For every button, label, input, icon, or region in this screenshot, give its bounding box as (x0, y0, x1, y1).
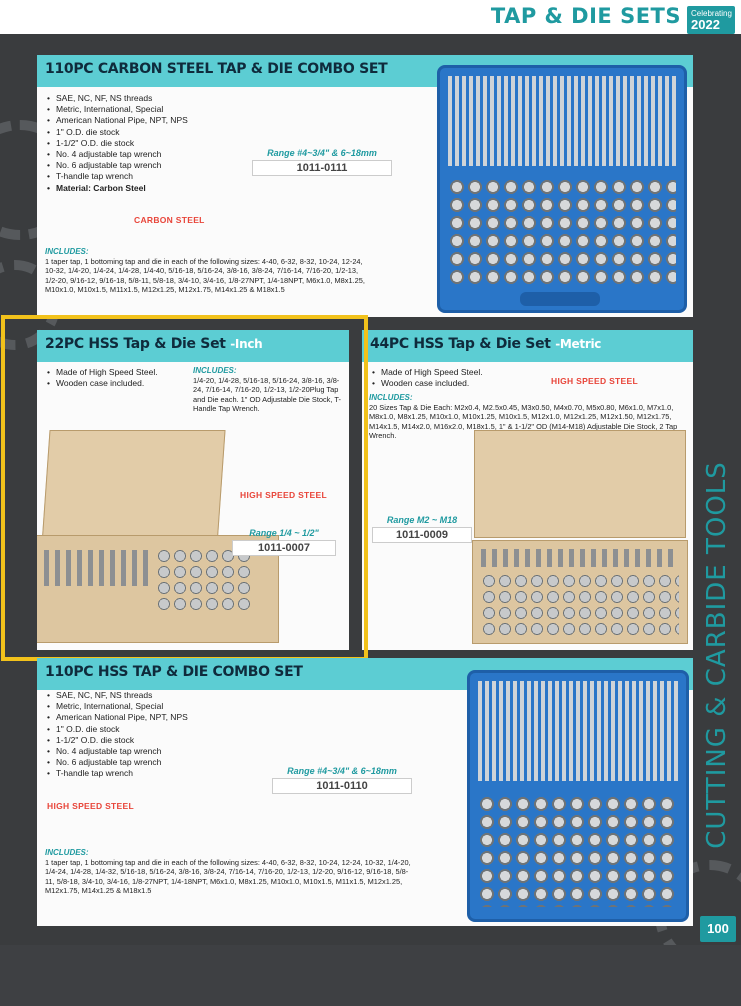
side-category-label (695, 440, 739, 870)
case-handle (520, 292, 600, 306)
product-image-wood-lid (474, 430, 686, 538)
feature-item: • 1-1/2" O.D. die stock (47, 138, 188, 149)
side-category-text: CUTTING & CARBIDE TOOLS (702, 461, 732, 849)
card-title: 110PC HSS TAP & DIE COMBO SET (45, 664, 303, 680)
includes-label: INCLUDES: (45, 848, 89, 857)
celebrating-label: Celebrating (691, 9, 732, 18)
feature-list (47, 93, 188, 194)
feature-item: • 1-1/2" O.D. die stock (47, 735, 188, 746)
product-code: 1011-0110 (272, 778, 412, 794)
feature-item: • Wooden case included. (47, 378, 158, 389)
card-subtitle: -Metric (555, 337, 602, 351)
material-label: CARBON STEEL (134, 215, 205, 225)
selection-highlight (1, 315, 368, 661)
feature-item: • T-handle tap wrench (47, 768, 188, 779)
range-text: Range 1/4 ~ 1/2" (249, 528, 319, 538)
feature-list (372, 367, 483, 389)
product-code: 1011-0009 (372, 527, 472, 543)
feature-item: • No. 4 adjustable tap wrench (47, 746, 188, 757)
range-text: Range M2 ~ M18 (386, 515, 458, 525)
feature-list (47, 690, 188, 780)
die-rows (448, 178, 676, 288)
includes-label: INCLUDES: (369, 393, 413, 402)
card-title-main: 22PC HSS Tap & Die Set (45, 336, 226, 352)
feature-item: • Made of High Speed Steel. (47, 367, 158, 378)
material-label: HIGH SPEED STEEL (240, 490, 327, 500)
material-label: HIGH SPEED STEEL (47, 801, 134, 811)
celebrating-badge (687, 6, 735, 34)
feature-item: • Metric, International, Special (47, 104, 188, 115)
range-box (272, 766, 412, 794)
page-title: TAP & DIE SETS (490, 4, 681, 28)
feature-item: • Made of High Speed Steel. (372, 367, 483, 378)
material-label: HIGH SPEED STEEL (551, 376, 638, 386)
product-card-hss-metric (362, 330, 693, 650)
includes-text: 1 taper tap, 1 bottoming tap and die in each of the following sizes: 4-40, 6-32, 8-32, 10-24, 12-24, 10-32, 1/4-20, 1/4-24, 1/4-28, 1/4-40, 5/16-18, 5/16-24, 3/8-16, 3/8-24, 7/16-14, 7/16-20, 1/2-13, 1/2-20, 9/16-12, 9/16-18, 5/8-11, 5/8-18, 3/4-10, 3/4-16, 1/8-27NPT, 1/4-18NPT, M6x1.0, M8x1.25, M10x1.0, M10x1.5, M11x1.5, M12x1.25, M12x1.75, M14x1.25 & M18x1.5 (45, 256, 365, 294)
product-image-blue-case (437, 65, 687, 313)
feature-item: • American National Pipe, NPT, NPS (47, 712, 188, 723)
die-rows (478, 795, 678, 907)
includes-text: 20 Sizes Tap & Die Each: M2x0.4, M2.5x0.45, M3x0.50, M4x0.70, M5x0.80, M6x1.0, M7x1.0, M8x1.0, M8x1.25, M10x1.0, M10x1.25, M10x1.5, M12x1.0, M12x1.25, M12x1.50, M12x1.75, M14x1.5, M14x2.0, M16x2.0, M18x1.5, 1" & 1-1/2" OD (M14-M18) Adjustable Die Stock, 2 Tap Wrench. (369, 402, 678, 440)
product-card-carbon (37, 55, 693, 317)
card-title: 110PC CARBON STEEL TAP & DIE COMBO SET (45, 61, 388, 77)
includes-block (45, 848, 415, 896)
product-image-blue-case (467, 670, 689, 922)
feature-item: • T-handle tap wrench (47, 171, 188, 182)
product-image-wood-tray (472, 540, 688, 644)
feature-item: • 1" O.D. die stock (47, 127, 188, 138)
card-header (362, 330, 693, 362)
feature-item: • No. 6 adjustable tap wrench (47, 757, 188, 768)
includes-text: 1/4-20, 1/4-28, 5/16-18, 5/16-24, 3/8-16, 3/8-24, 7/16-14, 7/16-20, 1/2-13, 1/2-20Plug Tap and Die each. 1" OD Adjustable Die Stock, T-Handle Tap Wrench. (193, 375, 341, 413)
feature-item: • SAE, NC, NF, NS threads (47, 690, 188, 701)
page-number: 100 (700, 916, 736, 942)
tap-rows (478, 681, 678, 781)
feature-item: • 1" O.D. die stock (47, 724, 188, 735)
feature-item: • No. 6 adjustable tap wrench (47, 160, 188, 171)
range-text: Range #4~3/4" & 6~18mm (267, 148, 377, 158)
feature-item: • Wooden case included. (372, 378, 483, 389)
feature-item: • American National Pipe, NPT, NPS (47, 115, 188, 126)
footer-band (0, 945, 741, 1006)
celebrating-year: 2022 (691, 17, 720, 32)
card-title-main: 44PC HSS Tap & Die Set (370, 336, 551, 352)
range-box (252, 148, 392, 176)
feature-item: • Metric, International, Special (47, 701, 188, 712)
card-subtitle: -Inch (230, 337, 263, 351)
includes-label: INCLUDES: (45, 247, 89, 256)
range-text: Range #4~3/4" & 6~18mm (287, 766, 397, 776)
includes-label: INCLUDES: (193, 366, 237, 375)
includes-block (45, 247, 365, 295)
product-code: 1011-0007 (232, 540, 336, 556)
card-title (370, 336, 601, 352)
feature-item: • No. 4 adjustable tap wrench (47, 149, 188, 160)
tap-rows (481, 549, 679, 567)
die-rows (481, 573, 679, 637)
product-code: 1011-0111 (252, 160, 392, 176)
product-card-hss-combo (37, 658, 693, 926)
includes-text: 1 taper tap, 1 bottoming tap and die in each of the following sizes: 4-40, 6-32, 8-32, 10-24, 12-24, 10-32, 1/4-20, 1/4-24, 1/4-28, 1/4-32, 5/16-18, 5/16-24, 3/8-16, 3/8-24, 7/16-14, 7/16-20, 1/2-13, 1/2-20, 9/16-12, 9/16-18, 5/8-11, 5/8-18, 3/4-10, 3/4-16, 1/8-27NPT, 1/4-18NPT, M6x1.0, M8x1.25, M10x1.0, M10x1.5, M11x1.5, M12x1.25, M12x1.75, M14x1.25 & M18x1.5 (45, 857, 411, 895)
range-box (372, 515, 472, 543)
feature-item: • Material: Carbon Steel (47, 183, 188, 194)
tap-rows (448, 76, 676, 166)
feature-item: • SAE, NC, NF, NS threads (47, 93, 188, 104)
